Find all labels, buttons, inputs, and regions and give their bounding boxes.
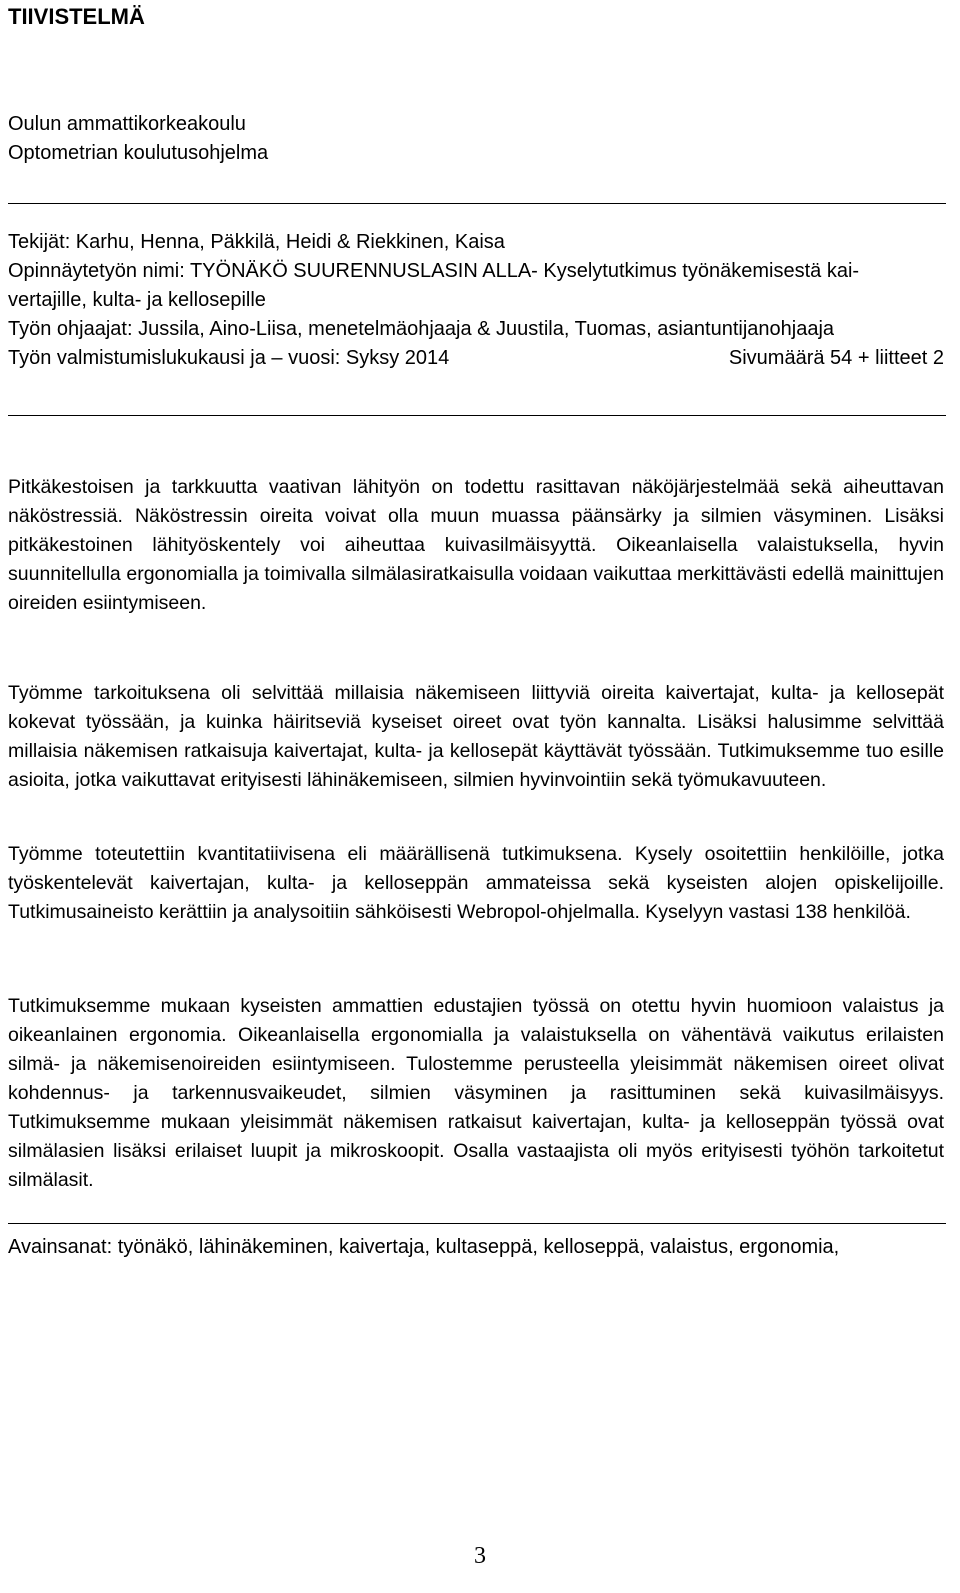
institution-block	[8, 110, 944, 168]
divider-top	[8, 203, 946, 204]
page-count: Sivumäärä 54 + liitteet 2	[728, 347, 944, 369]
thesis-metadata	[8, 228, 944, 373]
school-name: Oulun ammattikorkeakoulu	[8, 113, 246, 135]
abstract-paragraph-4: Tutkimuksemme mukaan kyseisten ammattien edustajien työssä on otettu hyvin huomioon valaistus ja oikeanlainen ergonomia. Oikeanlaisella ergonomialla ja valaistuksella on vähentävä vaikutus erilaisten silmä- ja näkemisenoireiden esiintymiseen. Tulostemme perusteella yleisimmät näkemisen oireet olivat kohdennus- ja tarkennusvaikeudet, silmien väsyminen ja rasittuminen sekä kuivasilmäisyys. Tutkimuksemme mukaan yleisimmät näkemisen ratkaisut kaivertajan, kulta- ja kelloseppän työssä ovat silmälasien lisäksi erilaiset luupit ja mikroskoopit. Osalla vastaajista oli myös erityisesti työhön tarkoitetut silmälasit.	[8, 995, 944, 1191]
page-title: TIIVISTELMÄ	[8, 4, 145, 29]
abstract-paragraph-1: Pitkäkestoisen ja tarkkuutta vaativan lähityön on todettu rasittavan näköjärjestelmää sekä aiheuttavan näköstressiä. Näköstressin oireita voivat olla muun muassa päänsärky ja silmien väsyminen. Lisäksi pitkäkestoinen lähityöskentely voi aiheuttaa kuivasilmäisyyttä. Oikeanlaisella valaistuksella, hyvin suunnitellulla ergonomialla ja toimivalla silmälasiratkaisulla voidaan vaikuttaa merkittävästi edellä mainittujen oireiden esiintymiseen.	[8, 476, 944, 614]
completion-semester: Työn valmistumislukukausi ja – vuosi: Syksy 2014	[8, 347, 450, 369]
divider-middle	[8, 415, 946, 416]
degree-program: Optometrian koulutusohjelma	[8, 142, 269, 164]
thesis-title-line-1: Opinnäytetyön nimi: TYÖNÄKÖ SUURENNUSLASIN ALLA- Kyselytutkimus työnäkemisestä kai-	[8, 260, 860, 282]
abstract-paragraph-2: Työmme tarkoituksena oli selvittää millaisia näkemiseen liittyviä oireita kaivertajat, kulta- ja kellosepät kokevat työssään, ja kuinka häiritseviä kyseiset oireet ovat työn kannalta. Lisäksi halusimme selvittää millaisia näkemisen ratkaisuja kaivertajat, kulta- ja kellosepät käyttävät työssään. Tutkimuksemme tuo esille asioita, jotka vaikuttavat erityisesti lähinäkemiseen, silmien hyvinvointiin sekä työmukavuuteen.	[8, 682, 944, 791]
abstract-paragraph-3: Työmme toteutettiin kvantitatiivisena eli määrällisenä tutkimuksena. Kysely osoitettiin henkilöille, jotka työskentelevät kaivertajan, kulta- ja kelloseppän ammateissa sekä kyseisten alojen opiskelijoille. Tutkimusaineisto kerättiin ja analysoitiin sähköisesti Webropol-ohjelmalla. Kyselyyn vastasi 138 henkilöä.	[8, 843, 944, 923]
keywords-line: Avainsanat: työnäkö, lähinäkeminen, kaivertaja, kultaseppä, kelloseppä, valaistus, ergonomia,	[8, 1236, 840, 1258]
thesis-title-line-2: vertajille, kulta- ja kellosepille	[8, 289, 266, 311]
completion-row	[8, 344, 944, 373]
divider-bottom	[8, 1223, 946, 1224]
page-number: 3	[474, 1543, 486, 1569]
authors-line: Tekijät: Karhu, Henna, Päkkilä, Heidi & Riekkinen, Kaisa	[8, 231, 505, 253]
supervisors-line: Työn ohjaajat: Jussila, Aino-Liisa, menetelmäohjaaja & Juustila, Tuomas, asiantuntijanohjaaja	[8, 318, 835, 340]
